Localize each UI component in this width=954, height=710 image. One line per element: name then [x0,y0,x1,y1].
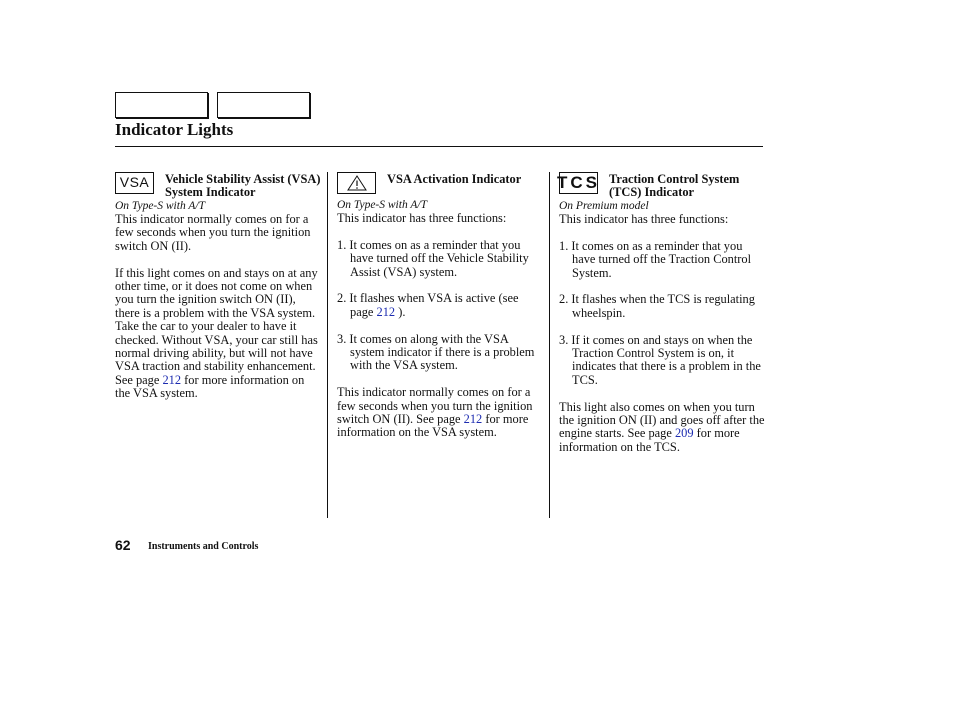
warning-triangle-icon [337,172,376,194]
list-item: 1. It comes on as a reminder that you have turned off the Traction Control System. [559,238,752,280]
paragraph: This light also comes on when you turn the ignition ON (II) and goes off after the engine starts. See page 209 for more information on the TCS. [559,399,765,454]
paragraph: This indicator has three functions: [559,212,729,226]
page-link[interactable]: 212 [376,304,396,319]
title-rule [115,146,763,147]
tcs-icon: TCS [557,173,600,193]
paragraph: This indicator normally comes on for a few seconds when you turn the ignition switch ON (II). [115,212,311,253]
page-link[interactable]: 212 [463,412,483,427]
column-divider [327,172,328,518]
nav-tab-button-2[interactable] [217,92,310,118]
nav-tab-button-1[interactable] [115,92,208,118]
column-divider [549,172,550,518]
column-header [115,172,321,199]
list-item: 3. It comes on along with the VSA system indicator if there is a problem with the VSA system. [337,331,535,373]
column-header [559,172,765,199]
indicator-heading: Traction Control System (TCS) Indicator [609,172,740,199]
paragraph: If this light comes on and stays on at any other time, or it does not come on when you turn the ignition switch ON (II), there is a problem with the VSA system. Take the car to your dealer to have it checked. Without VSA, your car still has normal driving ability, but will not have VSA traction and stability enhancement. See page 212 for more information on the VSA system. [115,265,318,401]
list-item: 2. It flashes when VSA is active (see page 212 ). [337,291,519,319]
page-link[interactable]: 212 [162,372,182,387]
column-header [337,172,543,198]
section-name: Instruments and Controls [148,541,259,552]
model-note: On Premium model [559,200,649,212]
page-link[interactable]: 209 [674,426,694,441]
list-item: 1. It comes on as a reminder that you have turned off the Vehicle Stability Assist (VSA) system. [337,237,529,279]
column-vsa-activation-indicator [337,172,543,453]
indicator-heading: Vehicle Stability Assist (VSA) System Indicator [165,172,321,199]
paragraph: This indicator has three functions: [337,211,507,225]
page-number: 62 [115,537,131,553]
model-note: On Type-S with A/T [115,200,205,212]
paragraph: This indicator normally comes on for a few seconds when you turn the ignition switch ON (II). See page 212 for more information on the VSA system. [337,385,533,440]
vsa-icon: VSA [115,172,154,194]
indicator-heading: VSA Activation Indicator [387,172,522,186]
list-item: 2. It flashes when the TCS is regulating wheelspin. [559,292,755,320]
column-vsa-system-indicator [115,172,321,414]
column-tcs-indicator [559,172,765,468]
model-note: On Type-S with A/T [337,199,427,211]
page-title: Indicator Lights [115,120,234,139]
list-item: 3. If it comes on and stays on when the Traction Control System is on, it indicates that there is a problem in the TCS. [559,332,761,387]
